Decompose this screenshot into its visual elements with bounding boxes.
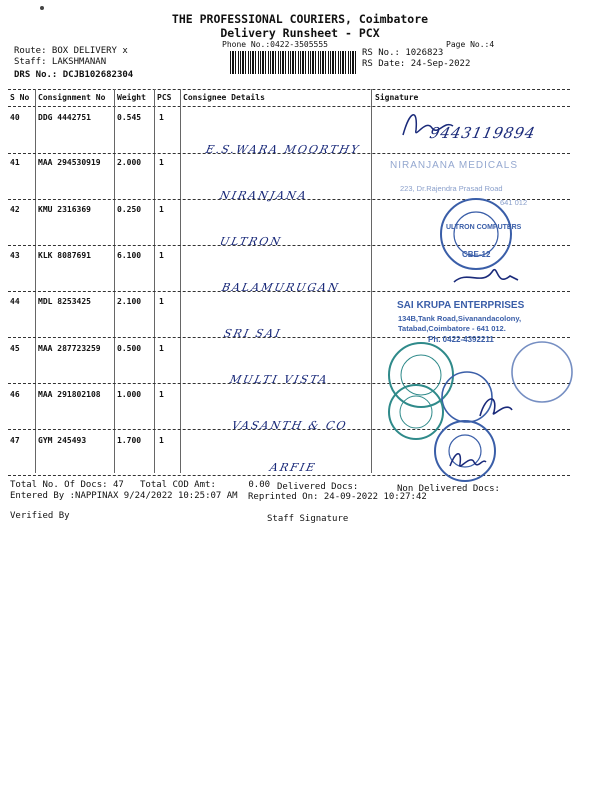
row-sno: 42 <box>10 205 20 214</box>
row-consignment: DDG 4442751 <box>38 113 91 122</box>
col-header-pcs: PCS <box>157 93 172 102</box>
row-weight: 0.250 <box>117 205 142 214</box>
entered-by: Entered By :NAPPINAX 9/24/2022 10:25:07 AM <box>10 491 238 501</box>
signature-scrawl-row43 <box>452 262 522 290</box>
row-separator <box>8 153 570 154</box>
row-weight: 1.700 <box>117 436 142 445</box>
scan-speck <box>40 6 44 10</box>
saikrupa-stamp-address2: Tatabad,Coimbatore - 641 012. <box>398 324 506 333</box>
company-title: THE PROFESSIONAL COURIERS, Coimbatore <box>171 12 429 26</box>
handwritten-consignee: SRI SAI <box>222 327 283 340</box>
col-divider <box>371 89 372 473</box>
col-divider <box>114 89 115 473</box>
round-stamp-right <box>510 340 574 404</box>
saikrupa-stamp-address1: 134B,Tank Road,Sivanandacolony, <box>398 314 522 323</box>
handwritten-consignee: NIRANJANA <box>218 189 310 202</box>
row-consignment: GYM 245493 <box>38 436 87 445</box>
handwritten-consignee: MULTI VISTA <box>228 373 331 386</box>
drs-number: DRS No.: DCJB102682304 <box>14 70 134 80</box>
row-consignment: KLK 8087691 <box>38 251 91 260</box>
row-pcs: 1 <box>159 158 164 167</box>
phone-number: Phone No.:0422-3505555 <box>222 40 328 49</box>
col-divider <box>35 89 36 473</box>
runsheet-subtitle: Delivery Runsheet - PCX <box>220 26 380 40</box>
route: Route: BOX DELIVERY x <box>14 46 128 56</box>
col-header-consignee: Consignee Details <box>183 93 265 102</box>
row-consignment: MDL 8253425 <box>38 297 91 306</box>
row-separator <box>8 291 570 292</box>
staff-signature: Staff Signature <box>267 514 349 524</box>
page-number: Page No.:4 <box>446 40 495 49</box>
signature-scrawl-row47 <box>448 448 488 472</box>
row-sno: 41 <box>10 158 20 167</box>
row-weight: 2.000 <box>117 158 142 167</box>
row-pcs: 1 <box>159 344 164 353</box>
handwritten-consignee: VASANTH & CO <box>230 419 349 432</box>
signature-scrawl-row46 <box>476 390 516 420</box>
niranjana-stamp-pin: 641 012 <box>500 198 528 207</box>
row-sno: 45 <box>10 344 20 353</box>
reprinted-on: Reprinted On: 24-09-2022 10:27:42 <box>248 492 427 502</box>
row-pcs: 1 <box>159 436 164 445</box>
row-consignment: MAA 291802108 <box>38 390 101 399</box>
row-weight: 2.100 <box>117 297 142 306</box>
col-divider <box>154 89 155 473</box>
niranjana-stamp-address: 223, Dr.Rajendra Prasad Road <box>400 184 503 193</box>
row-sno: 46 <box>10 390 20 399</box>
row-consignment: KMU 2316369 <box>38 205 91 214</box>
row-pcs: 1 <box>159 113 164 122</box>
total-docs: Total No. Of Docs: 47 <box>10 480 124 490</box>
handwritten-consignee: ULTRON <box>218 235 284 248</box>
barcode <box>230 51 356 74</box>
handwritten-consignee: E.S.WARA MOORTHY <box>204 143 362 156</box>
handwritten-consignee: ARFIE <box>268 461 318 474</box>
rs-number: RS No.: 1026823 <box>362 48 444 58</box>
saikrupa-stamp-name: SAI KRUPA ENTERPRISES <box>397 300 525 311</box>
total-cod-amount: Total COD Amt: 0.00 <box>140 480 271 490</box>
row-sno: 40 <box>10 113 20 122</box>
row-pcs: 1 <box>159 251 164 260</box>
table-header-rule <box>8 106 570 107</box>
signature-phone-scrawl: 9443119894 <box>428 124 538 142</box>
col-header-sno: S No <box>10 93 30 102</box>
col-divider <box>180 89 181 473</box>
staff-name: Staff: LAKSHMANAN <box>14 57 107 67</box>
row-consignment: MAA 287723259 <box>38 344 101 353</box>
col-header-consignment: Consignment No <box>38 93 106 102</box>
non-delivered-docs: Non Delivered Docs: <box>397 484 500 494</box>
row-weight: 6.100 <box>117 251 142 260</box>
niranjana-stamp-name: NIRANJANA MEDICALS <box>390 160 519 171</box>
row-weight: 0.545 <box>117 113 142 122</box>
row-sno: 44 <box>10 297 20 306</box>
row-sno: 47 <box>10 436 20 445</box>
handwritten-consignee: BALAMURUGAN <box>220 281 342 294</box>
col-header-signature: Signature <box>375 93 419 102</box>
row-pcs: 1 <box>159 205 164 214</box>
ultron-stamp-code: CBE-12 <box>462 250 491 259</box>
table-top-rule <box>8 89 570 90</box>
saikrupa-stamp-phone: Ph. 0422-4392211 <box>428 335 494 344</box>
row-pcs: 1 <box>159 390 164 399</box>
row-sno: 43 <box>10 251 20 260</box>
delivered-docs: Delivered Docs: <box>277 482 359 492</box>
row-pcs: 1 <box>159 297 164 306</box>
verified-by: Verified By <box>10 511 70 521</box>
col-header-weight: Weight <box>117 93 146 102</box>
row-consignment: MAA 294530919 <box>38 158 101 167</box>
ultron-stamp-title: ULTRON COMPUTERS <box>446 224 522 231</box>
rs-date: RS Date: 24-Sep-2022 <box>362 59 471 69</box>
row-weight: 1.000 <box>117 390 142 399</box>
row-weight: 0.500 <box>117 344 142 353</box>
